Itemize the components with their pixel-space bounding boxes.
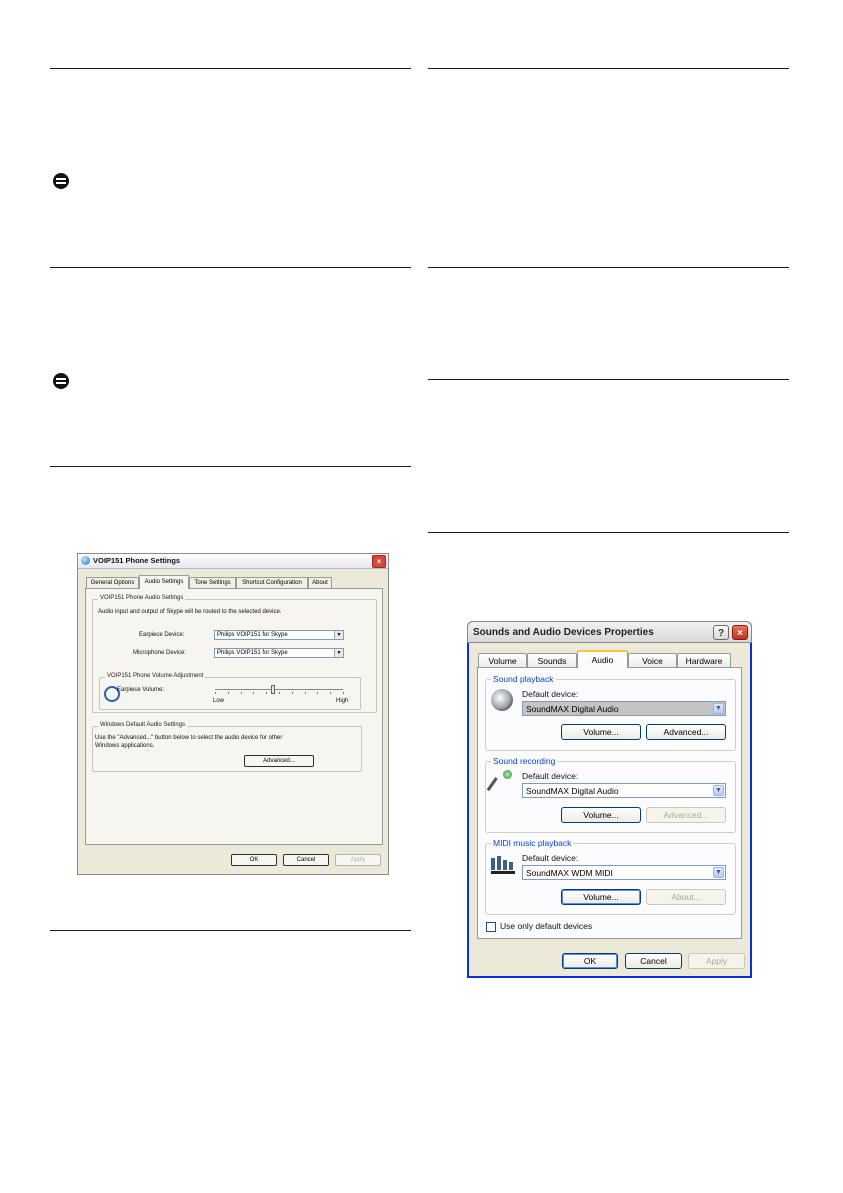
chevron-down-icon[interactable]: ▼ [713, 785, 724, 796]
note-icon [53, 373, 69, 389]
microphone-icon [491, 770, 513, 794]
midi-key [509, 862, 513, 870]
use-default-devices-checkbox[interactable] [486, 922, 496, 932]
playback-device-select[interactable] [522, 701, 726, 716]
section-rule [428, 532, 789, 533]
volume-high-label: High [336, 698, 349, 704]
midi-about-button[interactable]: About... [646, 889, 726, 905]
windows-audio-group [92, 722, 362, 772]
select-value: Philips VOIP151 for Skype [217, 650, 288, 656]
slider-tick [241, 692, 242, 694]
tab-label: Tone Settings [194, 580, 231, 586]
sounds-audio-dialog [467, 621, 752, 978]
cancel-button[interactable]: Cancel [283, 854, 329, 866]
microphone-device-select[interactable] [214, 648, 344, 658]
playback-advanced-button[interactable]: Advanced... [646, 724, 726, 740]
voip-dialog-title: VOIP151 Phone Settings [93, 556, 181, 565]
chevron-down-icon[interactable]: ▼ [713, 867, 724, 878]
chevron-down-icon[interactable]: ▼ [334, 631, 343, 639]
sound-playback-group [485, 674, 736, 751]
windows-description-line1: Use the "Advanced..." button below to select the audio device for other [95, 735, 283, 741]
sound-recording-group [485, 756, 736, 833]
tab-shortcut-configuration[interactable] [236, 577, 308, 588]
slider-tick [279, 692, 280, 694]
tab-label: Sounds [537, 656, 567, 666]
volume-slider-track[interactable] [215, 689, 343, 690]
earpiece-device-select[interactable] [214, 630, 344, 640]
tab-label: Audio Settings [144, 579, 184, 585]
default-device-label: Default device: [522, 689, 579, 699]
select-value: Philips VOIP151 for Skype [217, 632, 288, 638]
slider-tick [317, 692, 318, 694]
chevron-down-icon[interactable]: ▼ [713, 703, 724, 714]
midi-key [503, 860, 507, 870]
midi-key [491, 858, 495, 870]
speaker-icon [491, 689, 513, 711]
earpiece-device-label: Earpiece Device: [139, 632, 185, 638]
midi-device-select[interactable] [522, 865, 726, 880]
section-rule [428, 267, 789, 268]
close-icon[interactable]: × [732, 625, 748, 640]
recording-volume-button[interactable]: Volume... [561, 807, 641, 823]
section-rule [50, 68, 411, 69]
section-rule [50, 466, 411, 467]
microphone-head [503, 770, 512, 779]
midi-playback-group [485, 838, 736, 915]
apply-button[interactable]: Apply [335, 854, 381, 866]
audio-description: Audio input and output of Skype will be routed to the selected device. [98, 609, 282, 615]
midi-key [497, 856, 501, 870]
tab-general-options[interactable] [86, 577, 139, 588]
slider-tick [343, 692, 344, 694]
tab-label: Shortcut Configuration [242, 580, 302, 586]
microphone-device-label: Microphone Device: [133, 650, 187, 656]
midi-volume-button[interactable]: Volume... [561, 889, 641, 905]
tab-audio-settings[interactable] [139, 575, 189, 589]
audio-settings-panel [85, 588, 383, 845]
tab-label: Hardware [685, 656, 723, 666]
earpiece-volume-label: Earpiece Volume: [117, 687, 165, 693]
slider-tick [266, 692, 267, 694]
tab-label: Volume [488, 656, 517, 666]
tab-sounds[interactable] [527, 653, 577, 667]
slider-tick [228, 692, 229, 694]
slider-tick [305, 692, 306, 694]
tab-volume[interactable] [478, 653, 527, 667]
recording-advanced-button[interactable]: Advanced... [646, 807, 726, 823]
microphone-stand [487, 777, 498, 791]
sounds-dialog-titlebar[interactable] [467, 621, 752, 643]
help-icon[interactable]: ? [713, 625, 729, 640]
app-icon [81, 556, 90, 565]
audio-panel [477, 667, 742, 939]
volume-low-label: Low [213, 698, 225, 704]
voip-settings-dialog [77, 553, 389, 875]
midi-icon [491, 854, 515, 876]
select-value: SoundMAX Digital Audio [526, 704, 619, 714]
volume-slider-thumb[interactable] [271, 685, 275, 694]
section-rule [50, 930, 411, 931]
group-legend: VOIP151 Phone Volume Adjustment [107, 673, 204, 679]
tab-label: About [312, 580, 328, 586]
section-rule [428, 379, 789, 380]
group-legend: Windows Default Audio Settings [100, 722, 186, 728]
cancel-button[interactable]: Cancel [625, 953, 682, 969]
default-device-label: Default device: [522, 771, 579, 781]
playback-volume-button[interactable]: Volume... [561, 724, 641, 740]
slider-tick [292, 692, 293, 694]
note-icon [53, 173, 69, 189]
windows-description-line2: Windows applications. [95, 743, 155, 749]
section-rule [428, 68, 789, 69]
sounds-dialog-title: Sounds and Audio Devices Properties [473, 627, 654, 638]
group-legend: MIDI music playback [493, 838, 572, 848]
tab-label: Voice [642, 656, 663, 666]
slider-tick [330, 692, 331, 694]
tab-voice[interactable] [628, 653, 677, 667]
sounds-dialog-body [469, 643, 750, 976]
use-default-devices-label: Use only default devices [500, 921, 593, 931]
group-legend: Sound recording [493, 756, 556, 766]
tab-audio[interactable] [577, 650, 628, 668]
slider-tick [215, 692, 216, 694]
group-legend: Sound playback [493, 674, 554, 684]
tab-label: Audio [591, 655, 614, 665]
tab-tone-settings[interactable] [189, 577, 236, 588]
section-rule [50, 267, 411, 268]
voip-dialog-titlebar[interactable] [78, 554, 388, 569]
default-device-label: Default device: [522, 853, 579, 863]
volume-adjustment-group [99, 673, 361, 710]
tab-hardware[interactable] [677, 653, 731, 667]
close-icon[interactable]: × [372, 555, 386, 568]
ok-button[interactable]: OK [562, 953, 618, 969]
midi-base [491, 871, 515, 874]
group-legend: VOIP151 Phone Audio Settings [100, 595, 184, 601]
tab-about[interactable] [308, 577, 332, 588]
tab-label: General Options [90, 580, 135, 586]
recording-device-select[interactable] [522, 783, 726, 798]
ok-button[interactable]: OK [231, 854, 277, 866]
advanced-button[interactable]: Advanced... [244, 755, 314, 767]
select-value: SoundMAX WDM MIDI [526, 868, 613, 878]
phone-audio-group [92, 595, 377, 713]
chevron-down-icon[interactable]: ▼ [334, 649, 343, 657]
apply-button[interactable]: Apply [688, 953, 745, 969]
slider-tick [253, 692, 254, 694]
select-value: SoundMAX Digital Audio [526, 786, 619, 796]
